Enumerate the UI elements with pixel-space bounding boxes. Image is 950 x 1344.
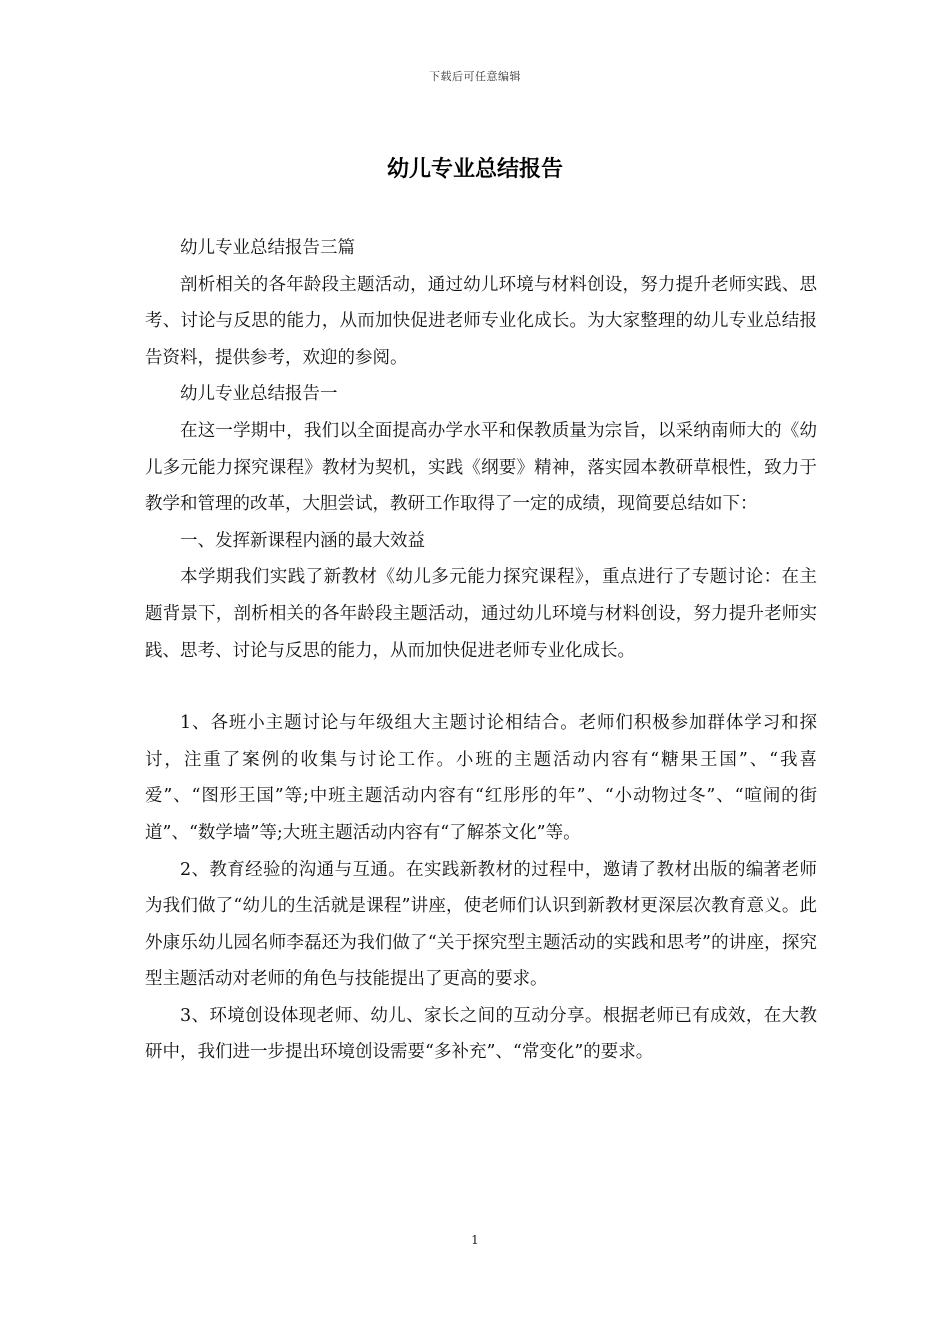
paragraph-report-one-heading: 幼儿专业总结报告一	[180, 384, 338, 405]
paragraph-semester-summary: 在这一学期中，我们以全面提高办学水平和保教质量为宗旨，以采纳南师大的《幼儿多元能力探究课程》教材为契机，实践《纲要》精神，落实园本教研草根性，致力于教学和管理的改革，大胆尝试，教研工作取得了一定的成绩，现简要总结如下：	[145, 420, 817, 515]
header-note: 下载后可任意编辑	[429, 70, 521, 83]
paragraph-item-2: 2、教育经验的沟通与互通。在实践新教材的过程中，邀请了教材出版的编著老师为我们做了“幼儿的生活就是课程”讲座，使老师们认识到新教材更深层次教育意义。此外康乐幼儿园名师李磊还为我们做了“关于探究型主题活动的实践和思考”的讲座，探究型主题活动对老师的角色与技能提出了更高的要求。	[145, 859, 817, 990]
document-body	[145, 230, 817, 1071]
section-heading-one: 一、发挥新课程内涵的最大效益	[180, 530, 425, 551]
paragraph-new-curriculum: 本学期我们实践了新教材《幼儿多元能力探究课程》，重点进行了专题讨论：在主题背景下，剖析相关的各年龄段主题活动，通过幼儿环境与材料创设，努力提升老师实践、思考、讨论与反思的能力，从而加快促进老师专业化成长。	[145, 567, 817, 661]
paragraph-subtitle: 幼儿专业总结报告三篇	[180, 238, 355, 258]
paragraph-item-3: 3、环境创设体现老师、幼儿、家长之间的互动分享。根据老师已有成效，在大教研中，我们进一步提出环境创设需要“多补充”、“常变化”的要求。	[145, 1005, 817, 1063]
paragraph-intro: 剖析相关的各年龄段主题活动，通过幼儿环境与材料创设，努力提升老师实践、思考、讨论与反思的能力，从而加快促进老师专业化成长。为大家整理的幼儿专业总结报告资料，提供参考，欢迎的参阅。	[145, 274, 817, 368]
document-title: 幼儿专业总结报告	[386, 156, 563, 182]
paragraph-item-1: 1、各班小主题讨论与年级组大主题讨论相结合。老师们积极参加群体学习和探讨，注重了案例的收集与讨论工作。小班的主题活动内容有“糖果王国”、“我喜爱”、“图形王国”等;中班主题活动内容有“红彤彤的年”、“小动物过冬”、“喧闹的街道”、“数学墙”等;大班主题活动内容有“了解茶文化”等。	[145, 713, 817, 843]
page-number: 1	[471, 1233, 479, 1247]
